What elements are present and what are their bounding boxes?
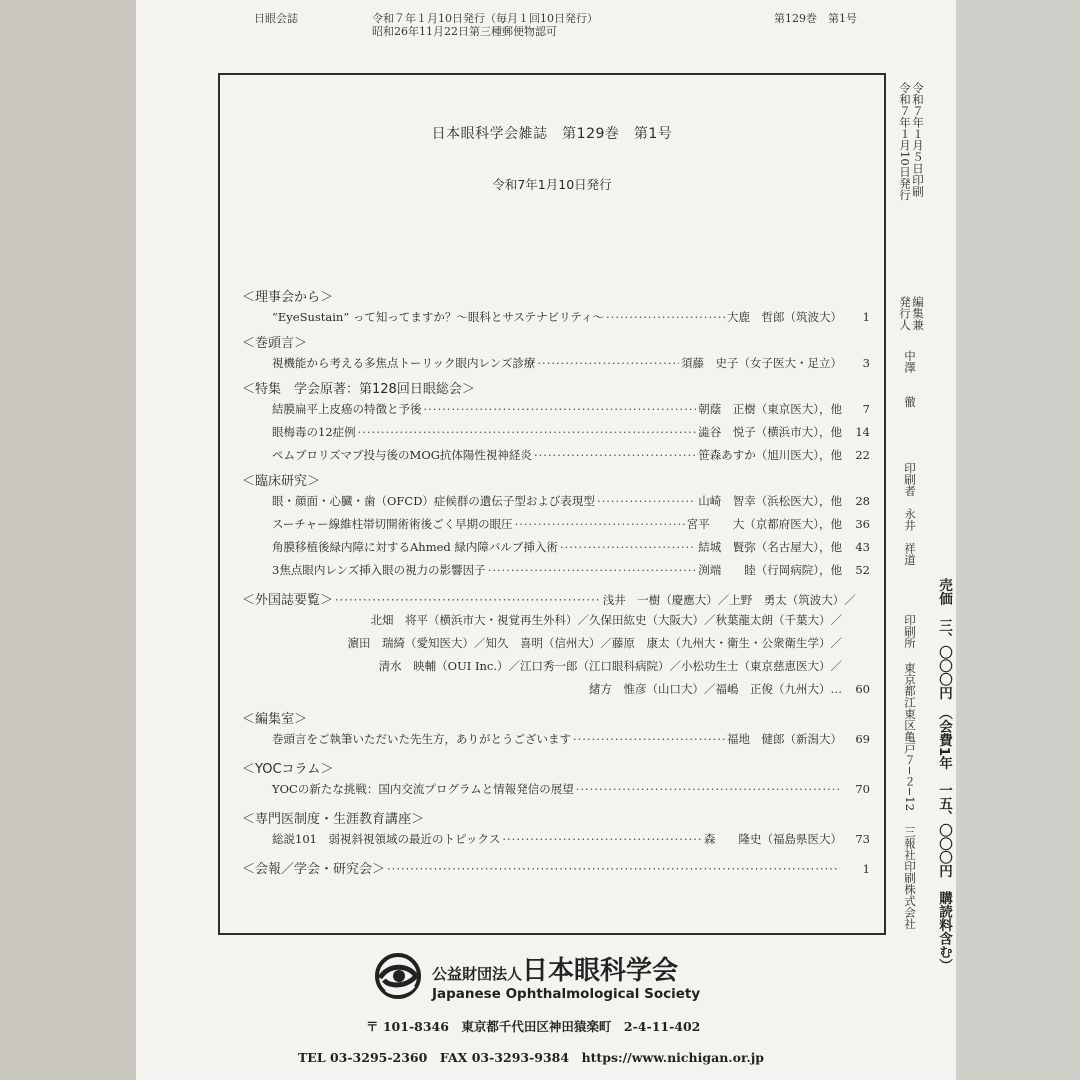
- entry-author: 山崎 智幸（浜松医大），他: [698, 494, 842, 508]
- leader-dots: [515, 513, 685, 536]
- entry-author: 須藤 史子（女子医大・足立）: [681, 356, 842, 370]
- logo-japanese-name: [432, 950, 678, 987]
- header-issue-info: [372, 12, 598, 38]
- colophon-press-label: 印刷所: [903, 614, 917, 649]
- entry-page: 69: [855, 732, 870, 746]
- colophon-press-name: 三報社印刷株式会社: [903, 826, 917, 930]
- leader-dots: [560, 536, 696, 559]
- society-contact: TEL 03-3295-2360 FAX 03-3293-9384 https://www.nichigan.or.jp: [298, 1050, 765, 1065]
- entry-page: 7: [862, 402, 870, 416]
- logo-prefix: 公益財団法人: [432, 965, 523, 983]
- entry-title: 角膜移植後緑内障に対するAhmed 緑内障バルブ挿入術: [272, 540, 558, 554]
- entry-author: 澁谷 悦子（横浜市大），他: [698, 425, 842, 439]
- entry-page: 1: [862, 310, 870, 324]
- price-info: 売価 三、〇〇〇円 （会費1年 一五、〇〇〇円 購読料含む）: [936, 578, 952, 973]
- background-left: [0, 0, 136, 1080]
- toc-entry: [242, 306, 870, 329]
- entry-page: 73: [855, 832, 870, 846]
- leader-dots: [424, 398, 697, 421]
- entry-author: 結城 賢弥（名古屋大），他: [698, 540, 842, 554]
- author-line: 北畑 将平（横浜市大・視覚再生外科）／久保田紘史（大阪大）／秋葉龍太朗（千葉大）／: [370, 613, 842, 627]
- entry-title: YOCの新たな挑戦：国内交流プログラムと情報発信の展望: [272, 782, 574, 796]
- leader-dots: [534, 444, 696, 467]
- entry-page: 36: [855, 517, 870, 531]
- journal-back-page: [136, 0, 956, 1080]
- toc-entry: [242, 398, 870, 421]
- header-postal-permit: 昭和26年11月22日第三種郵便物認可: [372, 25, 557, 38]
- entry-title: ペムブロリズマブ投与後のMOG抗体陽性視神経炎: [272, 448, 532, 462]
- section-heading: ＜会報／学会・研究会＞: [242, 862, 386, 877]
- section-heading: ＜巻頭言＞: [242, 336, 308, 351]
- toc-entry: [242, 536, 870, 559]
- colophon-print-date: 令和７年１月５日印刷: [911, 82, 925, 197]
- toc-entry: [242, 352, 870, 375]
- toc-entry: [242, 828, 870, 851]
- entry-page: 14: [855, 425, 870, 439]
- section-heading: ＜YOCコラム＞: [242, 762, 334, 777]
- section-heading: ＜特集 学会原著：第128回日眼総会＞: [242, 382, 475, 397]
- colophon-editor-label2: 発行人: [898, 296, 912, 331]
- entry-page: 3: [862, 356, 870, 370]
- entry-title: 巻頭言をご執筆いただいた先生方，ありがとうございます: [272, 732, 571, 746]
- entry-author: 福地 健郎（新潟大）: [727, 732, 842, 746]
- section-heading: ＜編集室＞: [242, 712, 308, 727]
- entry-author: 森 隆史（福島県医大）: [704, 832, 842, 846]
- table-of-contents-box: [218, 73, 886, 935]
- section-heading: ＜外国誌要覧＞: [242, 593, 334, 608]
- entry-author: 大鹿 哲郎（筑波大）: [727, 310, 842, 324]
- section-heading: ＜専門医制度・生涯教育講座＞: [242, 812, 425, 827]
- leader-dots: [597, 490, 696, 513]
- toc-entry: [242, 490, 870, 513]
- leader-dots: [358, 421, 697, 444]
- section-heading: ＜理事会から＞: [242, 290, 334, 305]
- logo-name: 日本眼科学会: [522, 956, 679, 986]
- entry-page: 1: [862, 862, 870, 876]
- background-right: [956, 0, 1080, 1080]
- toc-entry: [242, 728, 870, 751]
- entry-page: 43: [855, 540, 870, 554]
- toc-entry: [242, 559, 870, 582]
- journal-title: 日本眼科学会雑誌 第129巻 第1号: [431, 126, 673, 142]
- colophon-printer-name: 永井 祥道: [903, 508, 917, 566]
- leader-dots: [537, 352, 679, 375]
- entry-title: “EyeSustain” って知ってますか？〜眼科とサステナビリティ〜: [272, 310, 605, 324]
- colophon-editor-name: 中澤 徹: [903, 350, 917, 408]
- header-issue-date: 令和７年１月10日発行（毎月１回10日発行）: [372, 12, 598, 25]
- table-of-contents: [242, 289, 870, 878]
- eye-logo-icon: [374, 952, 422, 1000]
- section-heading: ＜臨床研究＞: [242, 474, 321, 489]
- leader-dots: [573, 728, 725, 751]
- header-journal-abbrev: 日眼会誌: [254, 12, 298, 25]
- entry-page: 60: [855, 682, 870, 696]
- entry-title: 視機能から考える多焦点トーリック眼内レンズ診療: [272, 356, 536, 370]
- leader-dots: [502, 828, 702, 851]
- entry-title: スーチャー線維柱帯切開術術後ごく早期の眼圧: [272, 517, 513, 531]
- entry-title: 眼梅毒の12症例: [272, 425, 356, 439]
- journal-date: 令和7年1月10日発行: [492, 177, 612, 192]
- entry-author: 宮平 大（京都府医大），他: [686, 517, 842, 531]
- entry-title: 結膜扁平上皮癌の特徴と予後: [272, 402, 422, 416]
- author-line: 清水 映輔（OUI Inc.）／江口秀一郎（江口眼科病院）／小松功生士（東京慈恵医大）／: [378, 659, 842, 673]
- colophon-editor-label: 編集兼: [911, 296, 925, 331]
- leader-dots: [606, 306, 725, 329]
- entry-page: 70: [855, 782, 870, 796]
- toc-entry: [242, 444, 870, 467]
- leader-dots: [488, 559, 697, 582]
- entry-author: 笹森あすか（旭川医大），他: [698, 448, 842, 462]
- entry-page: 52: [855, 563, 870, 577]
- leader-dots: [387, 861, 840, 878]
- section-heading-foreign-journals: [242, 592, 870, 609]
- toc-entry: [242, 513, 870, 536]
- entry-title: 総説101 弱視斜視領域の最近のトピックス: [272, 832, 501, 846]
- logo-english-name: Japanese Ophthalmological Society: [432, 986, 701, 1002]
- toc-entry: [242, 421, 870, 444]
- entry-title: 眼・顔面・心臓・歯（OFCD）症候群の遺伝子型および表現型: [272, 494, 595, 508]
- leader-dots: [576, 778, 840, 801]
- society-logo: [374, 950, 774, 1010]
- colophon-press-address: 東京都江東区亀戸７−２−12: [903, 662, 917, 811]
- entry-author: 朝蔭 正樹（東京医大），他: [698, 402, 842, 416]
- author-line-last: [242, 678, 870, 701]
- entry-author: 渕端 睦（行岡病院），他: [698, 563, 842, 577]
- entry-title: 3焦点眼内レンズ挿入眼の視力の影響因子: [272, 563, 486, 577]
- toc-entry: [242, 778, 870, 801]
- colophon-issue-date: 令和７年１月10日発行: [898, 82, 912, 201]
- leader-dots: [335, 592, 601, 609]
- author-line: 濵田 瑞綺（愛知医大）／知久 喜明（信州大）／藤原 康太（九州大・衛生・公衆衛生学）／: [347, 636, 842, 650]
- header-volume: 第129巻 第1号: [774, 12, 857, 25]
- society-address: 〒 101-8346 東京都千代田区神田猿楽町 2-4-11-402: [366, 1019, 701, 1034]
- entry-page: 22: [855, 448, 870, 462]
- entry-page: 28: [855, 494, 870, 508]
- section-row-society-news: [242, 861, 870, 878]
- colophon-printer-label: 印刷者: [903, 462, 917, 497]
- author-line: 緒方 惟彦（山口大）／福嶋 正俊（九州大）…: [589, 682, 842, 696]
- entry-author: 浅井 一樹（慶應大）／上野 勇太（筑波大）／: [602, 593, 856, 607]
